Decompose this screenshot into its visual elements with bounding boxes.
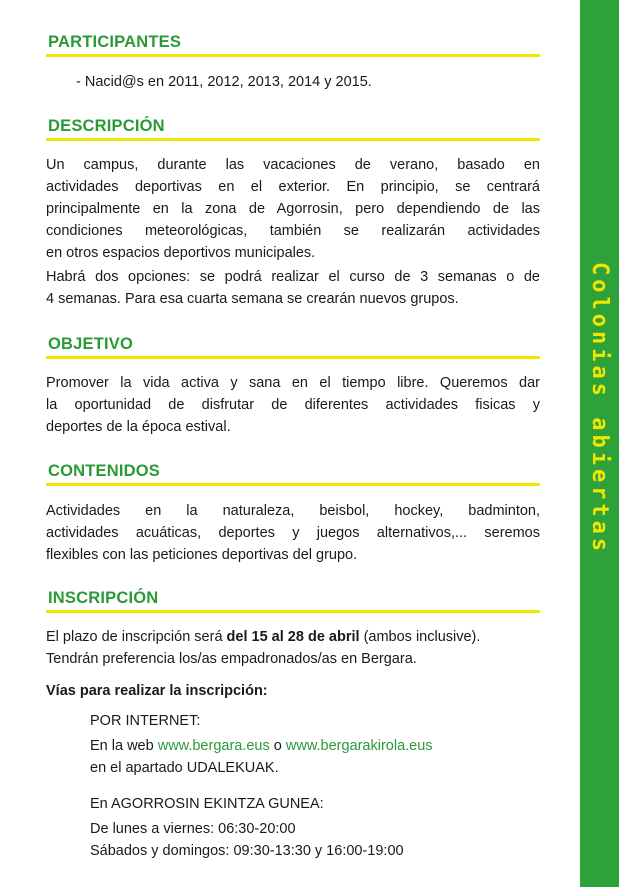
text-line: Promover la vida activa y sana en el tiempo libre. Queremos dar <box>46 375 540 391</box>
agorrosin-block <box>90 793 530 862</box>
bergarakirola-link[interactable]: www.bergarakirola.eus <box>285 738 433 754</box>
text-line: Actividades en la naturaleza, beisbol, hockey, badminton, <box>46 503 540 519</box>
internet-block <box>90 710 530 779</box>
weekdays-hours: De lunes a viernes: 06:30-20:00 <box>90 821 296 837</box>
plazo-pre: El plazo de inscripción será <box>46 629 227 645</box>
plazo-dates: del 15 al 28 de abril <box>226 629 360 645</box>
objetivo-paragraph <box>46 372 540 438</box>
text-line: flexibles con las peticiones deportivas del grupo. <box>46 547 358 563</box>
inscripcion-paragraph <box>46 626 540 670</box>
weekends-hours: Sábados y domingos: 09:30-13:30 y 16:00-19:00 <box>90 843 404 859</box>
web-mid: o <box>269 738 286 754</box>
text-line: actividades acuáticas, deportes y juegos alternativos,... seremos <box>46 525 540 541</box>
agorrosin-label: En AGORROSIN EKINTZA GUNEA: <box>90 796 324 812</box>
text-line: condiciones meteorológicas, también se realizarán actividades <box>46 223 540 239</box>
internet-label: POR INTERNET: <box>90 713 201 729</box>
preferencia-line: Tendrán preferencia los/as empadronados/as en Bergara. <box>46 651 417 667</box>
web-pre: En la web <box>90 738 158 754</box>
sidebar-band <box>580 0 619 887</box>
contenidos-paragraph <box>46 500 540 566</box>
heading-contenidos: CONTENIDOS <box>46 461 540 486</box>
web-line-2: en el apartado UDALEKUAK. <box>90 760 279 776</box>
text-line: en otros espacios deportivos municipales. <box>46 245 316 261</box>
heading-descripcion: DESCRIPCIÓN <box>46 116 540 141</box>
text-line: deportes de la época estival. <box>46 419 231 435</box>
web-line <box>90 735 530 757</box>
participantes-item: - Nacid@s en 2011, 2012, 2013, 2014 y 2015. <box>76 74 372 90</box>
heading-objetivo: OBJETIVO <box>46 334 540 359</box>
text-line: actividades deportivas en el exterior. En principio, se centrará <box>46 179 540 195</box>
text-line: la oportunidad de disfrutar de diferentes actividades fisicas y <box>46 397 540 413</box>
plazo-line <box>46 626 540 648</box>
heading-participantes: PARTICIPANTES <box>46 32 540 57</box>
plazo-post: (ambos inclusive). <box>359 629 481 645</box>
sidebar-title: Colonias abiertas <box>587 262 612 556</box>
descripcion-paragraph-2 <box>46 266 540 310</box>
text-line: 4 semanas. Para esa cuarta semana se crearán nuevos grupos. <box>46 291 459 307</box>
text-line: principalmente en la zona de Agorrosin, pero dependiendo de las <box>46 201 540 217</box>
heading-inscripcion: INSCRIPCIÓN <box>46 588 540 613</box>
text-line: Un campus, durante las vacaciones de verano, basado en <box>46 157 540 173</box>
descripcion-paragraph-1 <box>46 154 540 264</box>
text-line: Habrá dos opciones: se podrá realizar el curso de 3 semanas o de <box>46 269 540 285</box>
bergara-link[interactable]: www.bergara.eus <box>157 738 270 754</box>
vias-label: Vías para realizar la inscripción: <box>46 683 268 699</box>
